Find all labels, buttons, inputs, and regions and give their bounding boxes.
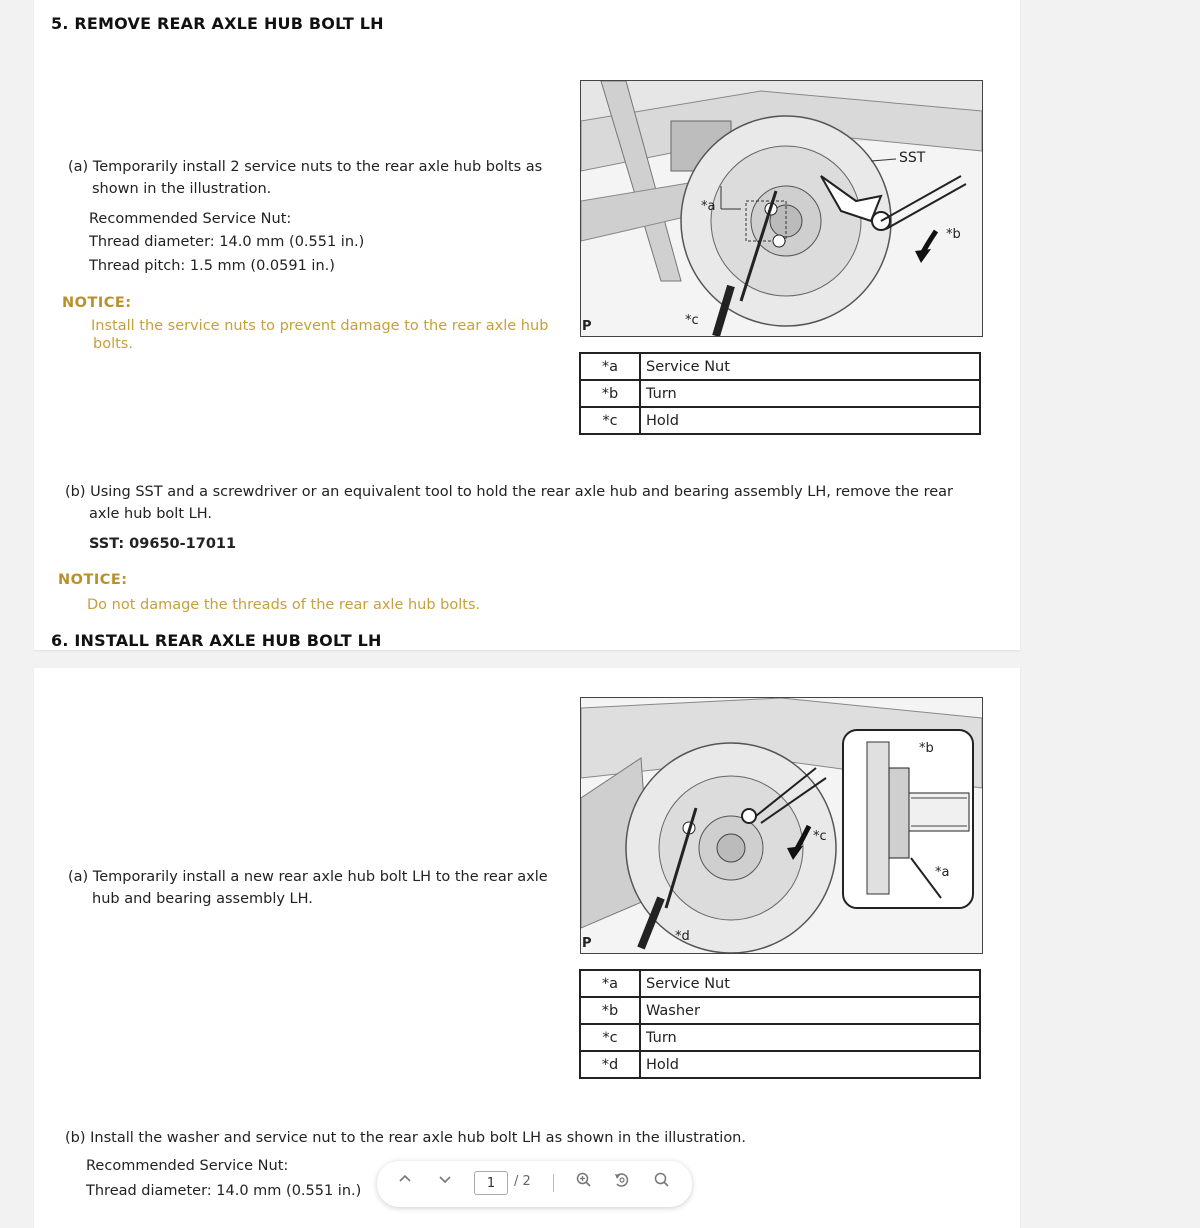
label-c: *c <box>813 829 827 844</box>
notice-title: NOTICE: <box>62 295 132 311</box>
chevron-down-icon[interactable] <box>437 1171 453 1191</box>
notice-text-2: Do not damage the threads of the rear axle hub bolts. <box>87 597 481 613</box>
page-total: / 2 <box>514 1174 531 1189</box>
legend-key: *d <box>580 1051 640 1078</box>
legend-value: Service Nut <box>640 353 980 380</box>
legend-key: *b <box>580 997 640 1024</box>
recommended-nut-label: Recommended Service Nut: <box>89 211 292 227</box>
label-sst: SST <box>899 150 926 166</box>
label-b: *b <box>946 227 961 242</box>
legend-row <box>580 970 980 997</box>
legend-row <box>580 1051 980 1078</box>
label-p: P <box>582 319 592 334</box>
step-a-text-line2: hub and bearing assembly LH. <box>92 891 313 907</box>
step-b-text: (b) Install the washer and service nut to the rear axle hub bolt LH as shown in the illustration. <box>65 1130 746 1146</box>
legend-value: Hold <box>640 407 980 434</box>
legend-row <box>580 380 980 407</box>
rotate-icon[interactable] <box>613 1171 631 1193</box>
step-a-text-line2: shown in the illustration. <box>92 181 272 197</box>
legend-table-1 <box>579 352 981 435</box>
label-d: *d <box>675 929 690 944</box>
thread-diameter: Thread diameter: 14.0 mm (0.551 in.) <box>86 1183 362 1199</box>
legend-row <box>580 997 980 1024</box>
illustration-drawing <box>581 81 982 336</box>
pdf-viewer-toolbar <box>377 1161 692 1207</box>
illustration-drawing <box>581 698 982 953</box>
section-5-heading: 5. REMOVE REAR AXLE HUB BOLT LH <box>51 14 384 33</box>
pdf-page-1 <box>34 0 1020 650</box>
zoom-in-icon[interactable] <box>575 1171 593 1193</box>
label-c: *c <box>685 313 699 328</box>
toolbar-divider <box>553 1174 554 1192</box>
sst-number: SST: 09650-17011 <box>89 536 237 552</box>
legend-value: Hold <box>640 1051 980 1078</box>
legend-key: *a <box>580 970 640 997</box>
legend-key: *b <box>580 380 640 407</box>
pdf-page-2 <box>34 668 1020 1228</box>
legend-table-2 <box>579 969 981 1079</box>
label-p: P <box>582 936 592 951</box>
legend-value: Washer <box>640 997 980 1024</box>
notice-text-line2: bolts. <box>93 336 133 352</box>
legend-row <box>580 1024 980 1051</box>
recommended-nut-label: Recommended Service Nut: <box>86 1158 289 1174</box>
legend-key: *c <box>580 1024 640 1051</box>
legend-value: Turn <box>640 1024 980 1051</box>
step-b-text-line1: (b) Using SST and a screwdriver or an equivalent tool to hold the rear axle hub and bearing assembly LH, remove the rear <box>65 484 953 500</box>
search-icon[interactable] <box>653 1171 671 1193</box>
step-a-text-line1: (a) Temporarily install 2 service nuts to the rear axle hub bolts as <box>68 159 543 175</box>
legend-row <box>580 353 980 380</box>
legend-key: *a <box>580 353 640 380</box>
chevron-up-icon[interactable] <box>397 1171 413 1191</box>
legend-key: *c <box>580 407 640 434</box>
section-6-heading: 6. INSTALL REAR AXLE HUB BOLT LH <box>51 631 382 650</box>
hub-bolt-install-illustration <box>580 697 983 954</box>
label-a: *a <box>935 865 950 880</box>
notice-title-2: NOTICE: <box>58 572 128 588</box>
thread-diameter: Thread diameter: 14.0 mm (0.551 in.) <box>89 234 365 250</box>
page-number-input[interactable]: 1 <box>474 1171 508 1195</box>
label-a: *a <box>701 199 716 214</box>
legend-value: Turn <box>640 380 980 407</box>
label-b: *b <box>919 741 934 756</box>
step-b-text-line2: axle hub bolt LH. <box>89 506 212 522</box>
step-a-text-line1: (a) Temporarily install a new rear axle hub bolt LH to the rear axle <box>68 869 548 885</box>
thread-pitch: Thread pitch: 1.5 mm (0.0591 in.) <box>89 258 335 274</box>
legend-row <box>580 407 980 434</box>
notice-text-line1: Install the service nuts to prevent damage to the rear axle hub <box>91 318 549 334</box>
legend-value: Service Nut <box>640 970 980 997</box>
hub-bolt-removal-illustration <box>580 80 983 337</box>
